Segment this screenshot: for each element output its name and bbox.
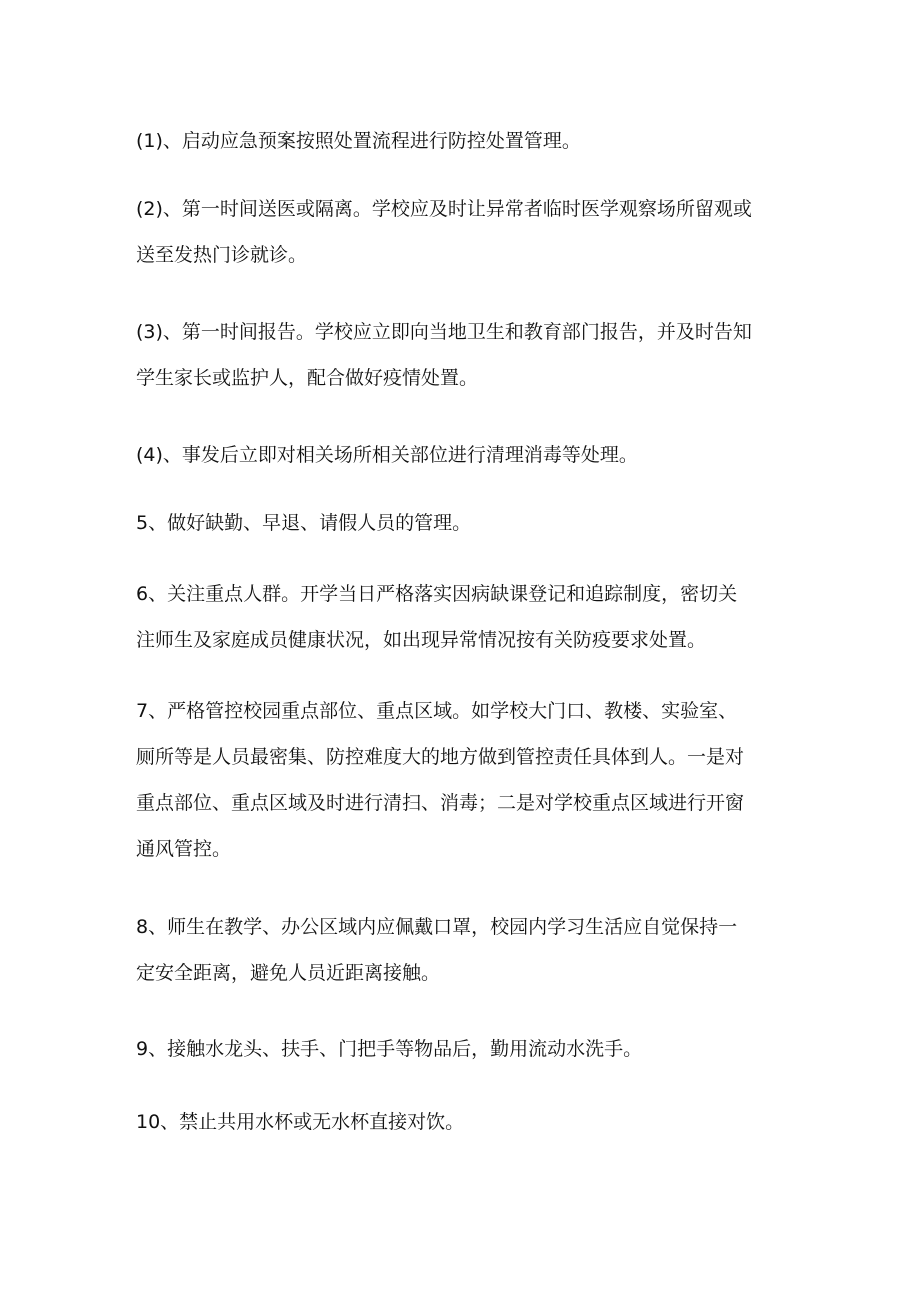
paragraph-line: 通风管控。 [136, 838, 232, 860]
paragraph-5 [136, 500, 796, 546]
paragraph-1 [136, 118, 796, 164]
paragraph-line: 7、严格管控校园重点部位、重点区域。如学校大门口、教楼、实验室、 [136, 700, 738, 722]
paragraph-line: 送至发热门诊就诊。 [136, 244, 308, 266]
paragraph-line: 9、接触水龙头、扶手、门把手等物品后，勤用流动水洗手。 [136, 1038, 643, 1060]
paragraph-line: 学生家长或监护人，配合做好疫情处置。 [136, 367, 479, 389]
paragraph-line: 定安全距离，避免人员近距离接触。 [136, 962, 441, 984]
paragraph-line: (2)、第一时间送医或隔离。学校应及时让异常者临时医学观察场所留观或 [136, 198, 752, 220]
paragraph-2 [136, 186, 796, 278]
paragraph-6 [136, 571, 796, 663]
paragraph-line: 重点部位、重点区域及时进行清扫、消毒；二是对学校重点区域进行开窗 [136, 792, 745, 814]
paragraph-7 [136, 688, 796, 872]
paragraph-line: (1)、启动应急预案按照处置流程进行防控处置管理。 [136, 130, 581, 152]
paragraph-3 [136, 309, 796, 401]
paragraph-line: 8、师生在教学、办公区域内应佩戴口罩，校园内学习生活应自觉保持一 [136, 916, 738, 938]
paragraph-4 [136, 432, 796, 478]
paragraph-line: 5、做好缺勤、早退、请假人员的管理。 [136, 512, 472, 534]
paragraph-10 [136, 1099, 796, 1145]
paragraph-line: (4)、事发后立即对相关场所相关部位进行清理消毒等处理。 [136, 444, 638, 466]
paragraph-9 [136, 1026, 796, 1072]
paragraph-line: 注师生及家庭成员健康状况，如出现异常情况按有关防疫要求处置。 [136, 629, 707, 651]
paragraph-line: 厕所等是人员最密集、防控难度大的地方做到管控责任具体到人。一是对 [136, 746, 745, 768]
paragraph-line: 6、关注重点人群。开学当日严格落实因病缺课登记和追踪制度，密切关 [136, 583, 738, 605]
paragraph-line: (3)、第一时间报告。学校应立即向当地卫生和教育部门报告，并及时告知 [136, 321, 752, 343]
paragraph-8 [136, 904, 796, 996]
paragraph-line: 10、禁止共用水杯或无水杯直接对饮。 [136, 1111, 465, 1133]
